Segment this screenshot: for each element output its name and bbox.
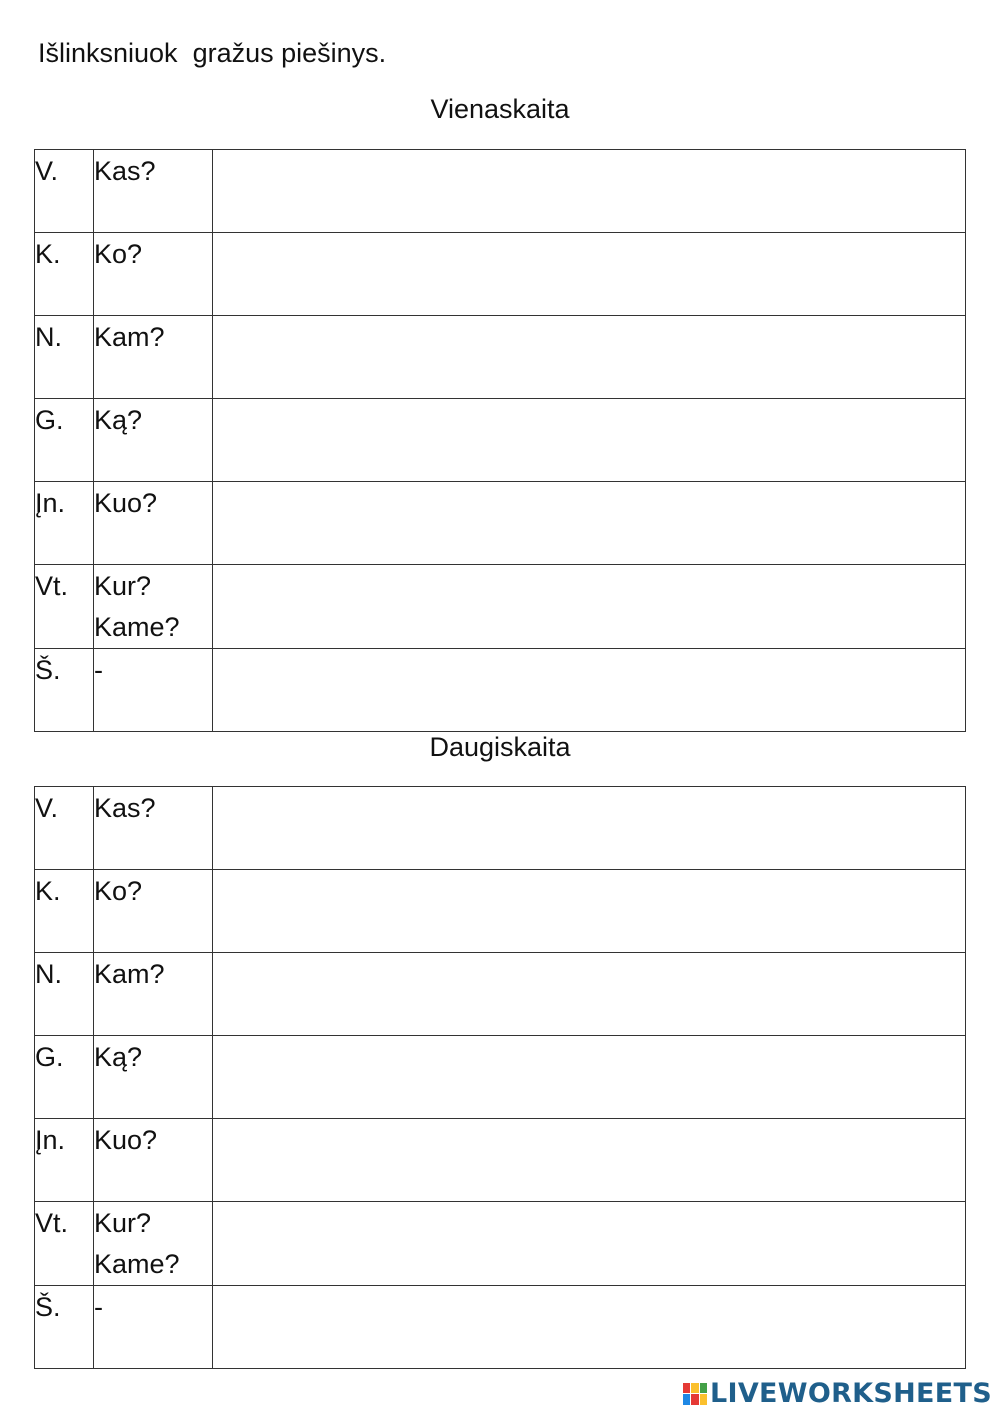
logo-block: [683, 1383, 690, 1394]
section-title-plural: Daugiskaita: [429, 732, 571, 762]
case-label-cell: [35, 565, 94, 649]
instruction-text: Išlinksniuok gražus piešinys.: [38, 38, 387, 68]
case-question-cell: [94, 1036, 213, 1119]
case-question: Kur? Kame?: [94, 571, 180, 642]
case-label-cell: [35, 1286, 94, 1369]
case-question-cell: [94, 233, 213, 316]
case-question-cell: [94, 316, 213, 399]
liveworksheets-logo-icon: [683, 1383, 707, 1405]
case-abbreviation: Vt.: [35, 1208, 69, 1238]
case-question: Kam?: [94, 322, 165, 352]
answer-cell-singular-vt[interactable]: [213, 565, 966, 649]
case-question: Ko?: [94, 876, 143, 906]
case-label-cell: [35, 482, 94, 565]
logo-block: [691, 1394, 698, 1405]
case-abbreviation: G.: [35, 1042, 64, 1072]
case-question: Ką?: [94, 405, 143, 435]
table-row: [35, 787, 966, 870]
case-question-cell: [94, 1119, 213, 1202]
answer-cell-plural-in[interactable]: [213, 1119, 966, 1202]
case-label-cell: [35, 399, 94, 482]
case-abbreviation: Įn.: [35, 1125, 66, 1155]
answer-cell-singular-k[interactable]: [213, 233, 966, 316]
case-label-cell: [35, 233, 94, 316]
case-question-cell: [94, 953, 213, 1036]
table-row: [35, 1286, 966, 1369]
answer-cell-singular-s[interactable]: [213, 649, 966, 732]
answer-cell-singular-g[interactable]: [213, 399, 966, 482]
case-question-cell: [94, 1286, 213, 1369]
table-row: [35, 1202, 966, 1286]
table-row: [35, 233, 966, 316]
case-abbreviation: G.: [35, 405, 64, 435]
case-question-cell: [94, 870, 213, 953]
table-row: [35, 482, 966, 565]
case-abbreviation: Vt.: [35, 571, 69, 601]
case-label-cell: [35, 787, 94, 870]
case-label-cell: [35, 953, 94, 1036]
table-row: [35, 399, 966, 482]
case-question-cell: [94, 150, 213, 233]
answer-cell-plural-vt[interactable]: [213, 1202, 966, 1286]
brand-text: LIVEWORKSHEETS: [709, 1378, 992, 1409]
answer-cell-plural-g[interactable]: [213, 1036, 966, 1119]
case-abbreviation: K.: [35, 876, 61, 906]
case-abbreviation: Įn.: [35, 488, 66, 518]
logo-block: [700, 1394, 707, 1405]
table-row: [35, 1036, 966, 1119]
answer-cell-singular-n[interactable]: [213, 316, 966, 399]
case-question: Kas?: [94, 156, 156, 186]
case-question-cell: [94, 399, 213, 482]
case-abbreviation: V.: [35, 156, 59, 186]
plural-declension-table: [34, 786, 966, 1369]
logo-block: [691, 1383, 698, 1394]
case-label-cell: [35, 1119, 94, 1202]
answer-cell-plural-v[interactable]: [213, 787, 966, 870]
case-question: Kuo?: [94, 1125, 158, 1155]
case-question-cell: [94, 787, 213, 870]
table-row: [35, 316, 966, 399]
case-question: Ko?: [94, 239, 143, 269]
table-row: [35, 565, 966, 649]
singular-declension-table: [34, 149, 966, 732]
section-title-singular: Vienaskaita: [430, 94, 570, 124]
case-question: Kur? Kame?: [94, 1208, 180, 1279]
case-label-cell: [35, 649, 94, 732]
case-question: Kuo?: [94, 488, 158, 518]
answer-cell-singular-v[interactable]: [213, 150, 966, 233]
table-row: [35, 953, 966, 1036]
table-row: [35, 1119, 966, 1202]
case-abbreviation: K.: [35, 239, 61, 269]
case-label-cell: [35, 150, 94, 233]
logo-block: [683, 1394, 690, 1405]
case-question: Ką?: [94, 1042, 143, 1072]
case-question: Kas?: [94, 793, 156, 823]
case-question-cell: [94, 649, 213, 732]
case-question-cell: [94, 482, 213, 565]
liveworksheets-brand: [683, 1378, 992, 1409]
case-question: Kam?: [94, 959, 165, 989]
case-label-cell: [35, 1202, 94, 1286]
case-label-cell: [35, 870, 94, 953]
answer-cell-plural-s[interactable]: [213, 1286, 966, 1369]
case-label-cell: [35, 1036, 94, 1119]
case-abbreviation: N.: [35, 959, 62, 989]
case-abbreviation: Š.: [35, 1292, 61, 1322]
case-question-cell: [94, 1202, 213, 1286]
case-abbreviation: V.: [35, 793, 59, 823]
case-question: -: [94, 655, 103, 685]
answer-cell-plural-k[interactable]: [213, 870, 966, 953]
case-abbreviation: Š.: [35, 655, 61, 685]
answer-cell-plural-n[interactable]: [213, 953, 966, 1036]
case-abbreviation: N.: [35, 322, 62, 352]
table-row: [35, 870, 966, 953]
table-row: [35, 649, 966, 732]
answer-cell-singular-in[interactable]: [213, 482, 966, 565]
case-question: -: [94, 1292, 103, 1322]
case-label-cell: [35, 316, 94, 399]
case-question-cell: [94, 565, 213, 649]
logo-block: [700, 1383, 707, 1394]
table-row: [35, 150, 966, 233]
